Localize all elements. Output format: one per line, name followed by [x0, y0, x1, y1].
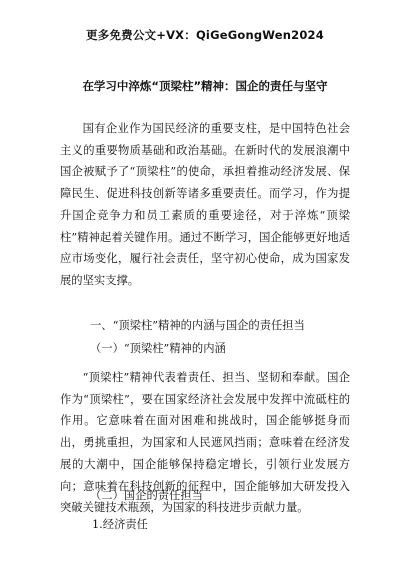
subheading-spirit-meaning: （一）“顶梁柱”精神的内涵 — [90, 342, 226, 355]
section-heading: 一、“顶梁柱”精神的内涵与国企的责任担当 — [90, 319, 305, 332]
intro-paragraph: 国有企业作为国民经济的重要支柱，是中国特色社会主义的重要物质基础和政治基础。在新时代的发展浪潮中国企被赋予了“顶梁柱”的使命，承担着推动经济发展、保障民生、促进科技创新等诸多重要责任。而学习，作为提升国企竞争力和员工素质的重要途径，对于淬炼“顶梁柱”精神起着关键作用。通过不断学习，国企能够更好地适应市场变化，履行社会责任，坚守初心使命，成为国家发展的坚实支撑。 — [60, 122, 350, 287]
promo-banner: 更多免费公文+VX：QiGeGongWen2024 — [86, 28, 324, 42]
subheading-responsibility: （二）国企的责任担当 — [90, 489, 203, 502]
list-item-economic-responsibility: 1.经济责任 — [92, 518, 148, 531]
document-title: 在学习中淬炼“顶梁柱”精神：国企的责任与坚守 — [82, 79, 328, 93]
spirit-meaning-paragraph: “顶梁柱”精神代表着责任、担当、坚韧和奉献。国企作为“顶梁柱”，要在国家经济社会发展中发挥中流砥柱的作用。它意味着在面对困难和挑战时，国企能够挺身而出，勇挑重担，为国家和人民遮风挡雨；意味着在经济发展的大潮中，国企能够保持稳定增长，引领行业发展方向；意味着在科技创新的征程中，国企能够加大研发投入突破关键技术瓶颈，为国家的科技进步贡献力量。 — [60, 371, 350, 515]
